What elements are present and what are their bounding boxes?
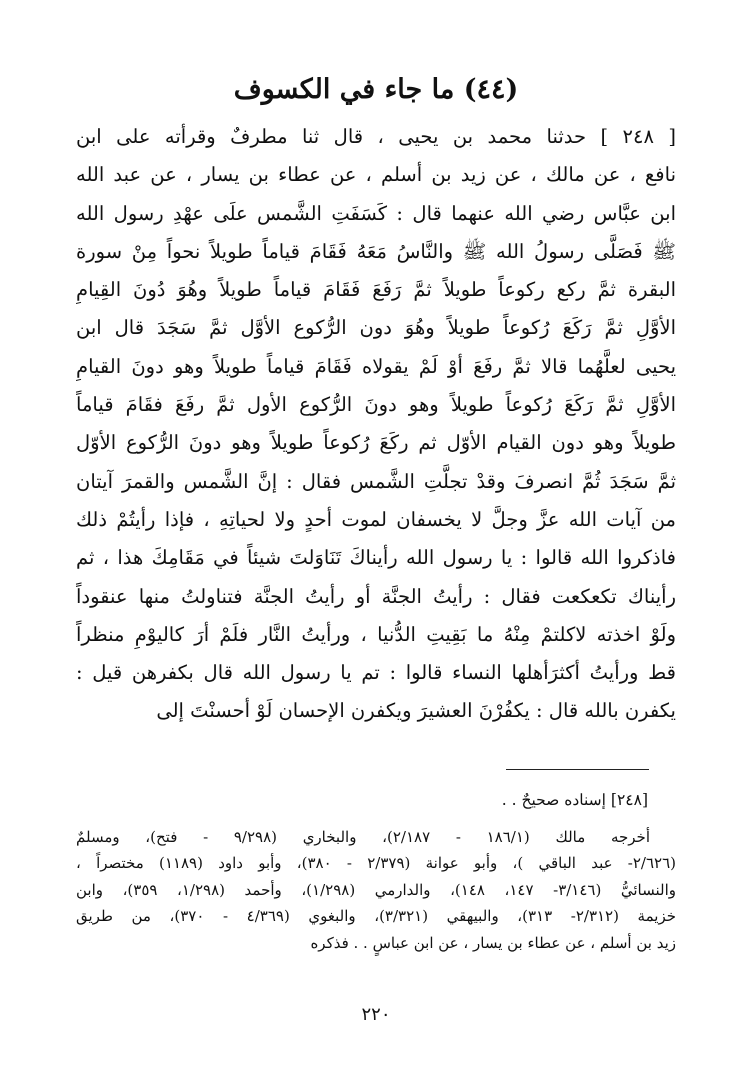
footnote-line: والنسائيُّ (٣/١٤٦- ١٤٧، ١٤٨)، والدارمي (١/٢٩٨)، وأحمد (١/٢٩٨، ٣٥٩)، وابن: [76, 880, 676, 899]
body-line: يكفرن بالله قال : يكفُرْنَ العشيرَ ويكفرن الإحسان لَوْ أحسنْتَ إلى: [156, 699, 676, 723]
body-line: فاذكروا الله قالوا : يا رسول الله رأيناكَ تَنَاوَلتَ شيئاً في مَقَامِكَ هذا ، ثم: [76, 546, 676, 570]
body-line: قط ورأيتُ أكثرَأهلها النساء قالوا : تم يا رسول الله قال بكفرهن قيل :: [76, 661, 676, 685]
body-line: طويلاً وهو دون القيام الأوّل ثم ركَعَ رُكوعاً طويلاً وهو دونَ الرُّكوع الأوّل: [76, 431, 676, 455]
body-line: ابن عبَّاس رضي الله عنهما قال : كَسَفَتِ الشَّمس علَى عهْدِ رسول الله: [76, 201, 676, 225]
body-line: الأوَّلِ ثمَّ رَكَعَ رُكوعاً طويلاً وهُوَ دون الرُّكوع الأوَّل ثمَّ سَجَدَ قال ابن: [76, 316, 676, 340]
footnote-text: [76, 824, 676, 956]
footnote-heading: [76, 787, 676, 813]
body-line: يحيى لعلَّهُما قالا ثمَّ رفَعَ أوْ لَمْ يقولاه فَقَامَ قياماً طويلاً وهو دونَ القيامِ: [76, 354, 676, 378]
body-line: نافع ، عن مالك ، عن زيد بن أسلم ، عن عطاء بن يسار ، عن عبد الله: [76, 163, 676, 187]
footnote-heading-text: [٢٤٨] إسناده صحيحٌ . .: [501, 791, 648, 809]
body-line: ولَوْ اخذته لاكلتمْ مِنْهُ ما بَقِيتِ الدُّنيا ، ورأيتُ النَّار فلَمْ أرَ كاليوْمِ منظراً: [76, 622, 676, 646]
body-line: ﷺ فَصَلَّى رسولُ الله ﷺ والنَّاسُ مَعَهُ فَقَامَ قياماً طويلاً نحواً مِنْ سورة: [76, 239, 676, 263]
body-line: ثمَّ سَجَدَ ثُمَّ انصرفَ وقدْ تجلَّتِ الشَّمس فقال : إنَّ الشَّمس والقمرَ آيتان: [76, 469, 676, 493]
body-line: رأيناك تكعكعت فقال : رأيتُ الجنَّة أو رأيتُ الجنَّة فتناولتُ منها عنقوداً: [76, 584, 676, 608]
footnote-line: (٢/٦٢٦- عبد الباقي )، وأبو عوانة (٢/٣٧٩ - ٣٨٠)، وأبو داود (١١٨٩) مختصراً ،: [76, 854, 676, 873]
footnote-line: خزيمة (٢/٣١٢- ٣١٣)، والبيهقي (٣/٣٢١)، والبغوي (٤/٣٦٩ - ٣٧٠)، من طريق: [76, 907, 676, 926]
footnote-line: زيد بن أسلم ، عن عطاء بن يسار ، عن ابن عباسٍ . . فذكره: [310, 933, 676, 952]
footnote-line: أخرجه مالك (١٨٦/١ - ٢/١٨٧)، والبخاري (٩/٢٩٨ - فتح)، ومسلمٌ: [76, 828, 650, 846]
hadith-body-text: [76, 118, 676, 731]
footnote-separator: [506, 769, 649, 770]
body-line: البقرة ثمَّ ركع ركوعاً طويلاً ثمَّ رَفَعَ فَقَامَ قياماً طويلاً وهُوَ دُونَ القِيامِ: [76, 278, 676, 302]
body-line: الأوَّلِ ثمَّ رَكَعَ رُكوعاً طويلاً وهو دونَ الرُّكوع الأول ثمَّ رفَعَ فقَامَ قياماً: [76, 393, 676, 417]
body-line: من آيات الله عزَّ وجلَّ لا يخسفان لموت أحدٍ ولا لحياتِهِ ، فإذا رأيتُمْ ذلك: [76, 507, 676, 531]
chapter-title: (٤٤) ما جاء في الكسوف: [233, 74, 519, 105]
body-line: [ ٢٤٨ ] حدثنا محمد بن يحيى ، قال ثنا مطرفٌ وقرأته على ابن: [76, 125, 676, 148]
page-number: ٢٢٠: [361, 1004, 391, 1025]
